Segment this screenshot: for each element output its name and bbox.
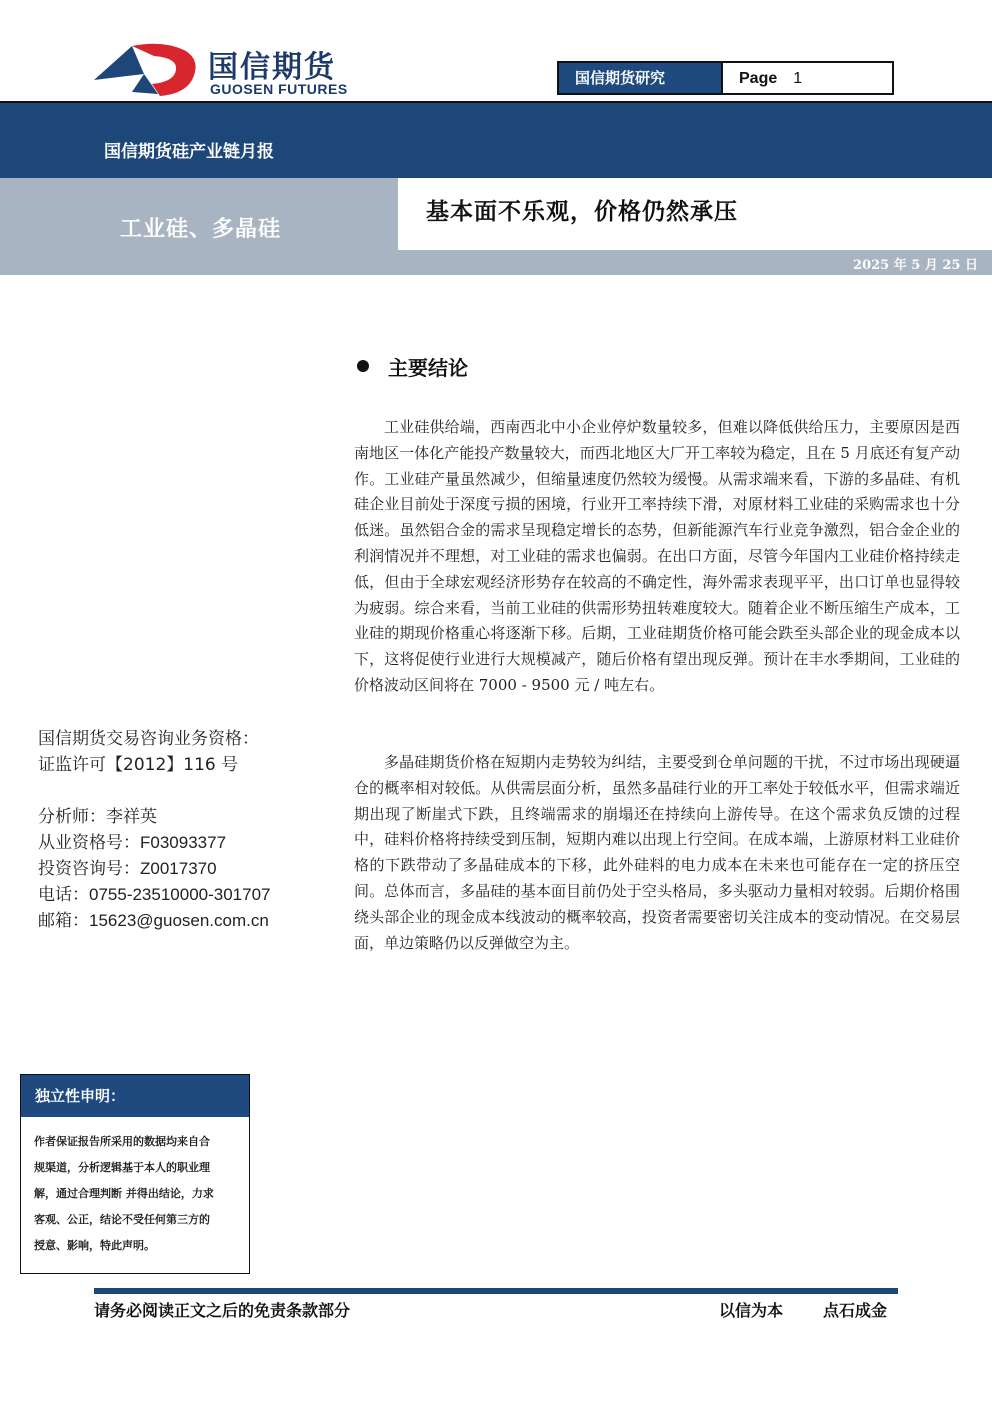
phone-label: 电话： — [38, 885, 89, 905]
email-label: 邮箱： — [38, 911, 89, 931]
independence-declaration — [20, 1074, 250, 1274]
license-number: F03093377 — [140, 833, 227, 852]
page-indicator — [723, 61, 894, 95]
conclusion-paragraph-1: 工业硅供给端，西南西北中小企业停炉数量较多，但难以降低供给压力，主要原因是西南地区一体化产能投产数量较大，而西北地区大厂开工率较为稳定，且在 5 月底还有复产动作。工业硅产量虽然减少，但缩量速度仍然较为缓慢。从需求端来看，下游的多晶硅、有机硅企业目前处于深度亏损的困境，行业开工率持续下滑，对原材料工业硅的采购需求也十分低迷。虽然铝合金的需求呈现稳定增长的态势，但新能源汽车行业竞争激烈，铝合金企业的利润情况并不理想，对工业硅的需求也偏弱。在出口方面，尽管今年国内工业硅价格持续走低，但由于全球宏观经济形势存在较高的不确定性，海外需求表现平平，出口订单也显得较为疲弱。综合来看，当前工业硅的供需形势扭转难度较大。随着企业不断压缩生产成本，工业硅的期现价格重心将逐渐下移。后期，工业硅期货价格可能会跌至头部企业的现金成本以下，这将促使行业进行大规模减产，随后价格有望出现反弹。预计在丰水季期间，工业硅的价格波动区间将在 7000 - 9500 元 / 吨左右。 — [354, 418, 960, 694]
declaration-line: 规渠道，分析逻辑基于本人的职业理 — [34, 1161, 210, 1174]
category-label: 工业硅、多晶硅 — [120, 216, 282, 242]
page-number: 1 — [793, 70, 803, 87]
declaration-line: 授意、影响，特此声明。 — [34, 1239, 155, 1252]
license-label: 从业资格号： — [38, 833, 140, 853]
phone-number: 0755-23510000-301707 — [89, 885, 271, 904]
analyst-phone-row — [38, 882, 271, 908]
declaration-heading: 独立性申明： — [21, 1075, 249, 1117]
footer-rule — [94, 1288, 898, 1294]
consult-label: 投资咨询号： — [38, 859, 140, 879]
footer-motto-1: 以信为本 — [719, 1301, 784, 1320]
report-series: 国信期货硅产业链月报 — [104, 142, 274, 162]
section-heading: 主要结论 — [388, 356, 468, 380]
analyst-name-row — [38, 804, 157, 830]
qualification-line-1: 国信期货交易咨询业务资格： — [38, 729, 259, 749]
declaration-line: 作者保证报告所采用的数据均来自合 — [34, 1135, 210, 1148]
report-date: 2025 年 5 月 25 日 — [853, 258, 978, 273]
consult-number: Z0017370 — [140, 859, 217, 878]
analyst-email-row — [38, 908, 269, 934]
conclusion-paragraph-2: 多晶硅期货价格在短期内走势较为纠结，主要受到仓单问题的干扰，不过市场出现硬逼仓的概率相对较低。从供需层面分析，虽然多晶硅行业的开工率处于较低水平，但需求端近期出现了断崖式下跌，且终端需求的崩塌还在持续向上游传导。在这个需求负反馈的过程中，硅料价格将持续受到压制，短期内难以出现上行空间。在成本端，上游原材料工业硅价格的下跌带动了多晶硅成本的下移，此外硅料的电力成本在未来也可能存在一定的挤压空间。总体而言，多晶硅的基本面目前仍处于空头格局，多头驱动力量相对较弱。后期价格围绕头部企业的现金成本线波动的概率较高，投资者需要密切关注成本的变动情况。在交易层面，单边策略仍以反弹做空为主。 — [354, 753, 960, 952]
declaration-body — [21, 1117, 249, 1259]
report-title: 基本面不乐观，价格仍然承压 — [426, 198, 738, 225]
declaration-line: 客观、公正，结论不受任何第三方的 — [34, 1213, 210, 1226]
bullet-icon — [357, 360, 369, 372]
brand-name-cn: 国信期货 — [208, 50, 336, 85]
research-label: 国信期货研究 — [557, 61, 723, 95]
analyst-name: 李祥英 — [106, 807, 157, 827]
email-address[interactable]: 15623@guosen.com.cn — [89, 911, 269, 930]
analyst-name-label: 分析师： — [38, 807, 106, 827]
guosen-logo-icon — [92, 40, 202, 100]
date-bar — [0, 250, 992, 275]
analyst-license-row — [38, 830, 226, 856]
page-label: Page — [739, 70, 778, 87]
analyst-consult-row — [38, 856, 217, 882]
brand-name-en: GUOSEN FUTURES — [210, 81, 348, 97]
declaration-line: 解，通过合理判断 并得出结论，力求 — [34, 1187, 214, 1200]
qualification-line-2: 证监许可【2012】116 号 — [38, 755, 239, 775]
footer-motto-2: 点石成金 — [823, 1301, 888, 1320]
footer-disclaimer: 请务必阅读正文之后的免责条款部分 — [94, 1301, 351, 1320]
